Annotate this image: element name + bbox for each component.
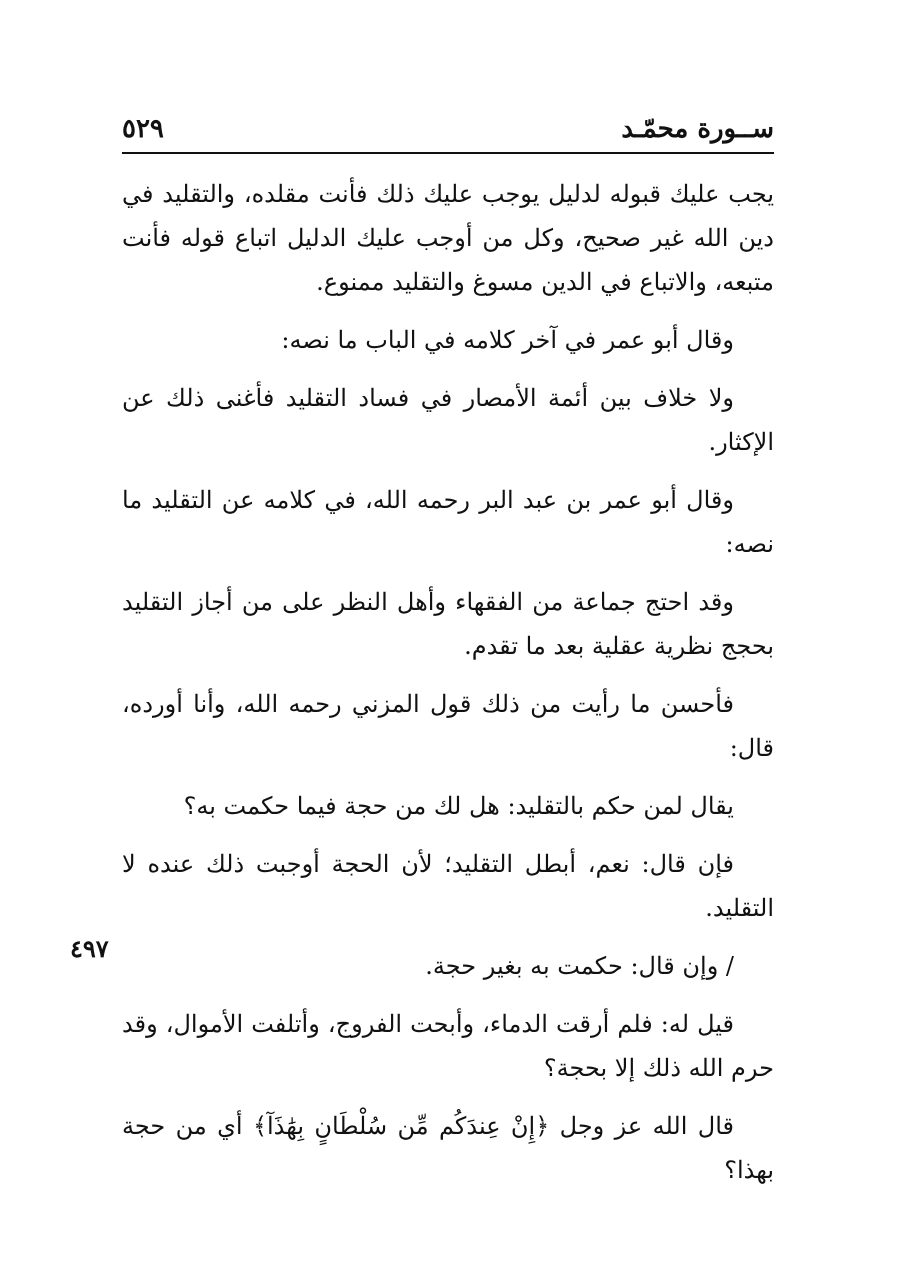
paragraph: فإن قال: نعم، أبطل التقليد؛ لأن الحجة أوجبت ذلك عنده لا التقليد. <box>122 850 774 922</box>
surah-title: ســورة محمّـد <box>621 114 774 144</box>
paragraph-with-quran-verse <box>122 1104 774 1192</box>
paragraph: وقال أبو عمر في آخر كلامه في الباب ما نصه: <box>281 326 734 354</box>
paragraph: يقال لمن حكم بالتقليد: هل لك من حجة فيما حكمت به؟ <box>183 792 734 820</box>
paragraph: فأحسن ما رأيت من ذلك قول المزني رحمه الله، وأنا أورده، قال: <box>122 690 774 762</box>
paragraph: / وإن قال: حكمت به بغير حجة. <box>425 952 734 980</box>
page-number: ٥٢٩ <box>122 114 164 144</box>
paragraph: يجب عليك قبوله لدليل يوجب عليك ذلك فأنت مقلده، والتقليد في دين الله غير صحيح، وكل من أوجب عليك الدليل اتباع قوله فأنت متبعه، والاتباع في الدين مسوغ والتقليد ممنوع. <box>122 180 774 296</box>
main-text <box>122 172 774 1206</box>
paragraph: وقال أبو عمر بن عبد البر رحمه الله، في كلامه عن التقليد ما نصه: <box>122 486 774 558</box>
verse-intro: قال الله عز وجل <box>559 1112 734 1140</box>
verse-explanation: أي من حجة بهذا؟ <box>122 1112 774 1184</box>
quran-verse: ﴿إِنْ عِندَكُم مِّن سُلْطَانٍ بِهَٰذَآ﴾ <box>252 1112 550 1140</box>
paragraph: ولا خلاف بين أئمة الأمصار في فساد التقليد فأغنى ذلك عن الإكثار. <box>122 384 774 456</box>
paragraph: قيل له: فلم أرقت الدماء، وأبحت الفروج، وأتلفت الأموال، وقد حرم الله ذلك إلا بحجة؟ <box>122 1010 774 1082</box>
paragraph: وقد احتج جماعة من الفقهاء وأهل النظر على من أجاز التقليد بحجج نظرية عقلية بعد ما تقدم. <box>122 588 774 660</box>
running-header <box>122 108 774 154</box>
margin-page-reference: ٤٩٧ <box>70 934 109 963</box>
